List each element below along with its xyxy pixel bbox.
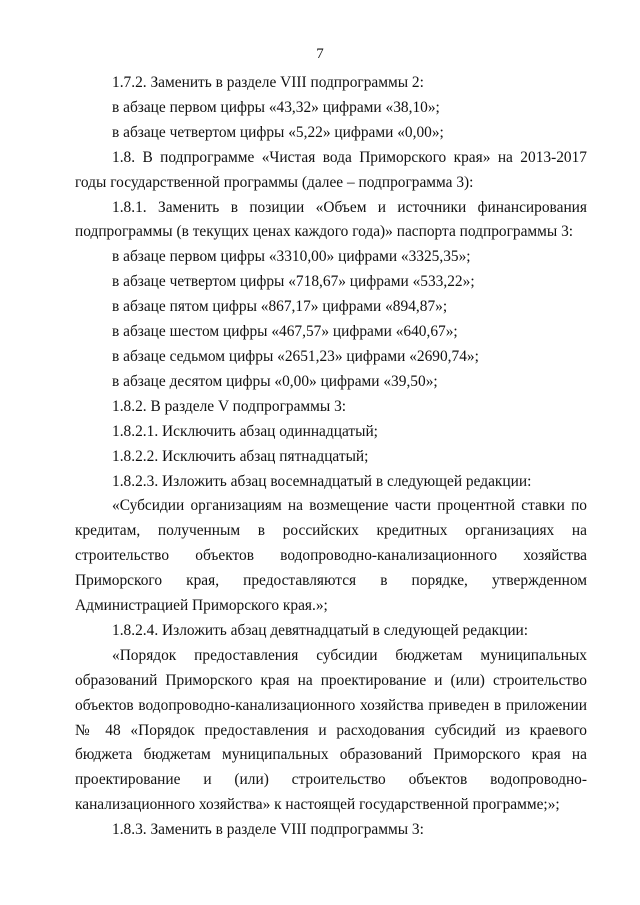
- paragraph-item: в абзаце шестом цифры «467,57» цифрами «640,67»;: [112, 323, 458, 341]
- page-number: 7: [316, 46, 324, 62]
- paragraph-item: в абзаце четвертом цифры «718,67» цифрами «533,22»;: [112, 273, 475, 291]
- paragraph-1-8-3: 1.8.3. Заменить в разделе VIII подпрограммы 3:: [112, 821, 424, 839]
- paragraph-1-7-2: 1.7.2. Заменить в разделе VIII подпрограммы 2:: [112, 74, 424, 91]
- quoted-paragraph: «Субсидии организациям на возмещение части процентной ставки по кредитам, полученным в российских кредитных организациях на строительство объектов водопроводно-канализационного хозяйства Приморского края, предоставляются в порядке, утвержденном Администрацией Приморского края.»;: [75, 497, 587, 615]
- paragraph-item: в абзаце первом цифры «43,32» цифрами «38,10»;: [112, 98, 440, 116]
- paragraph-item: в абзаце пятом цифры «867,17» цифрами «894,87»;: [112, 298, 448, 316]
- paragraph-1-8-2-2: 1.8.2.2. Исключить абзац пятнадцатый;: [112, 447, 369, 465]
- paragraph-1-8: 1.8. В подпрограмме «Чистая вода Приморского края» на 2013-2017 годы государственной программы (далее – подпрограмма 3):: [75, 148, 587, 191]
- paragraph-1-8-2-4: 1.8.2.4. Изложить абзац девятнадцатый в следующей редакции:: [112, 621, 529, 639]
- paragraph-item: в абзаце четвертом цифры «5,22» цифрами «0,00»;: [112, 123, 444, 141]
- document-body: [75, 71, 587, 843]
- paragraph-1-8-2-1: 1.8.2.1. Исключить абзац одиннадцатый;: [112, 422, 378, 440]
- paragraph-1-8-1: 1.8.1. Заменить в позиции «Объем и источники финансирования подпрограммы (в текущих ценах каждого года)» паспорта подпрограммы 3:: [75, 198, 587, 241]
- quoted-paragraph: «Порядок предоставления субсидии бюджетам муниципальных образований Приморского края на проектирование и (или) строительство объектов водопроводно-канализационного хозяйства приведен в приложении № 48 «Порядок предоставления и расходования субсидий из краевого бюджета бюджетам муниципальных образований Приморского края на проектирование и (или) строительство объектов водопроводно-канализационного хозяйства» к настоящей государственной программе;»;: [75, 646, 587, 814]
- paragraph-item: в абзаце десятом цифры «0,00» цифрами «39,50»;: [112, 372, 438, 390]
- paragraph-item: в абзаце первом цифры «3310,00» цифрами «3325,35»;: [112, 248, 471, 266]
- paragraph-1-8-2-3: 1.8.2.3. Изложить абзац восемнадцатый в следующей редакции:: [112, 472, 532, 490]
- paragraph-1-8-2: 1.8.2. В разделе V подпрограммы 3:: [112, 397, 347, 415]
- paragraph-item: в абзаце седьмом цифры «2651,23» цифрами «2690,74»;: [112, 347, 479, 365]
